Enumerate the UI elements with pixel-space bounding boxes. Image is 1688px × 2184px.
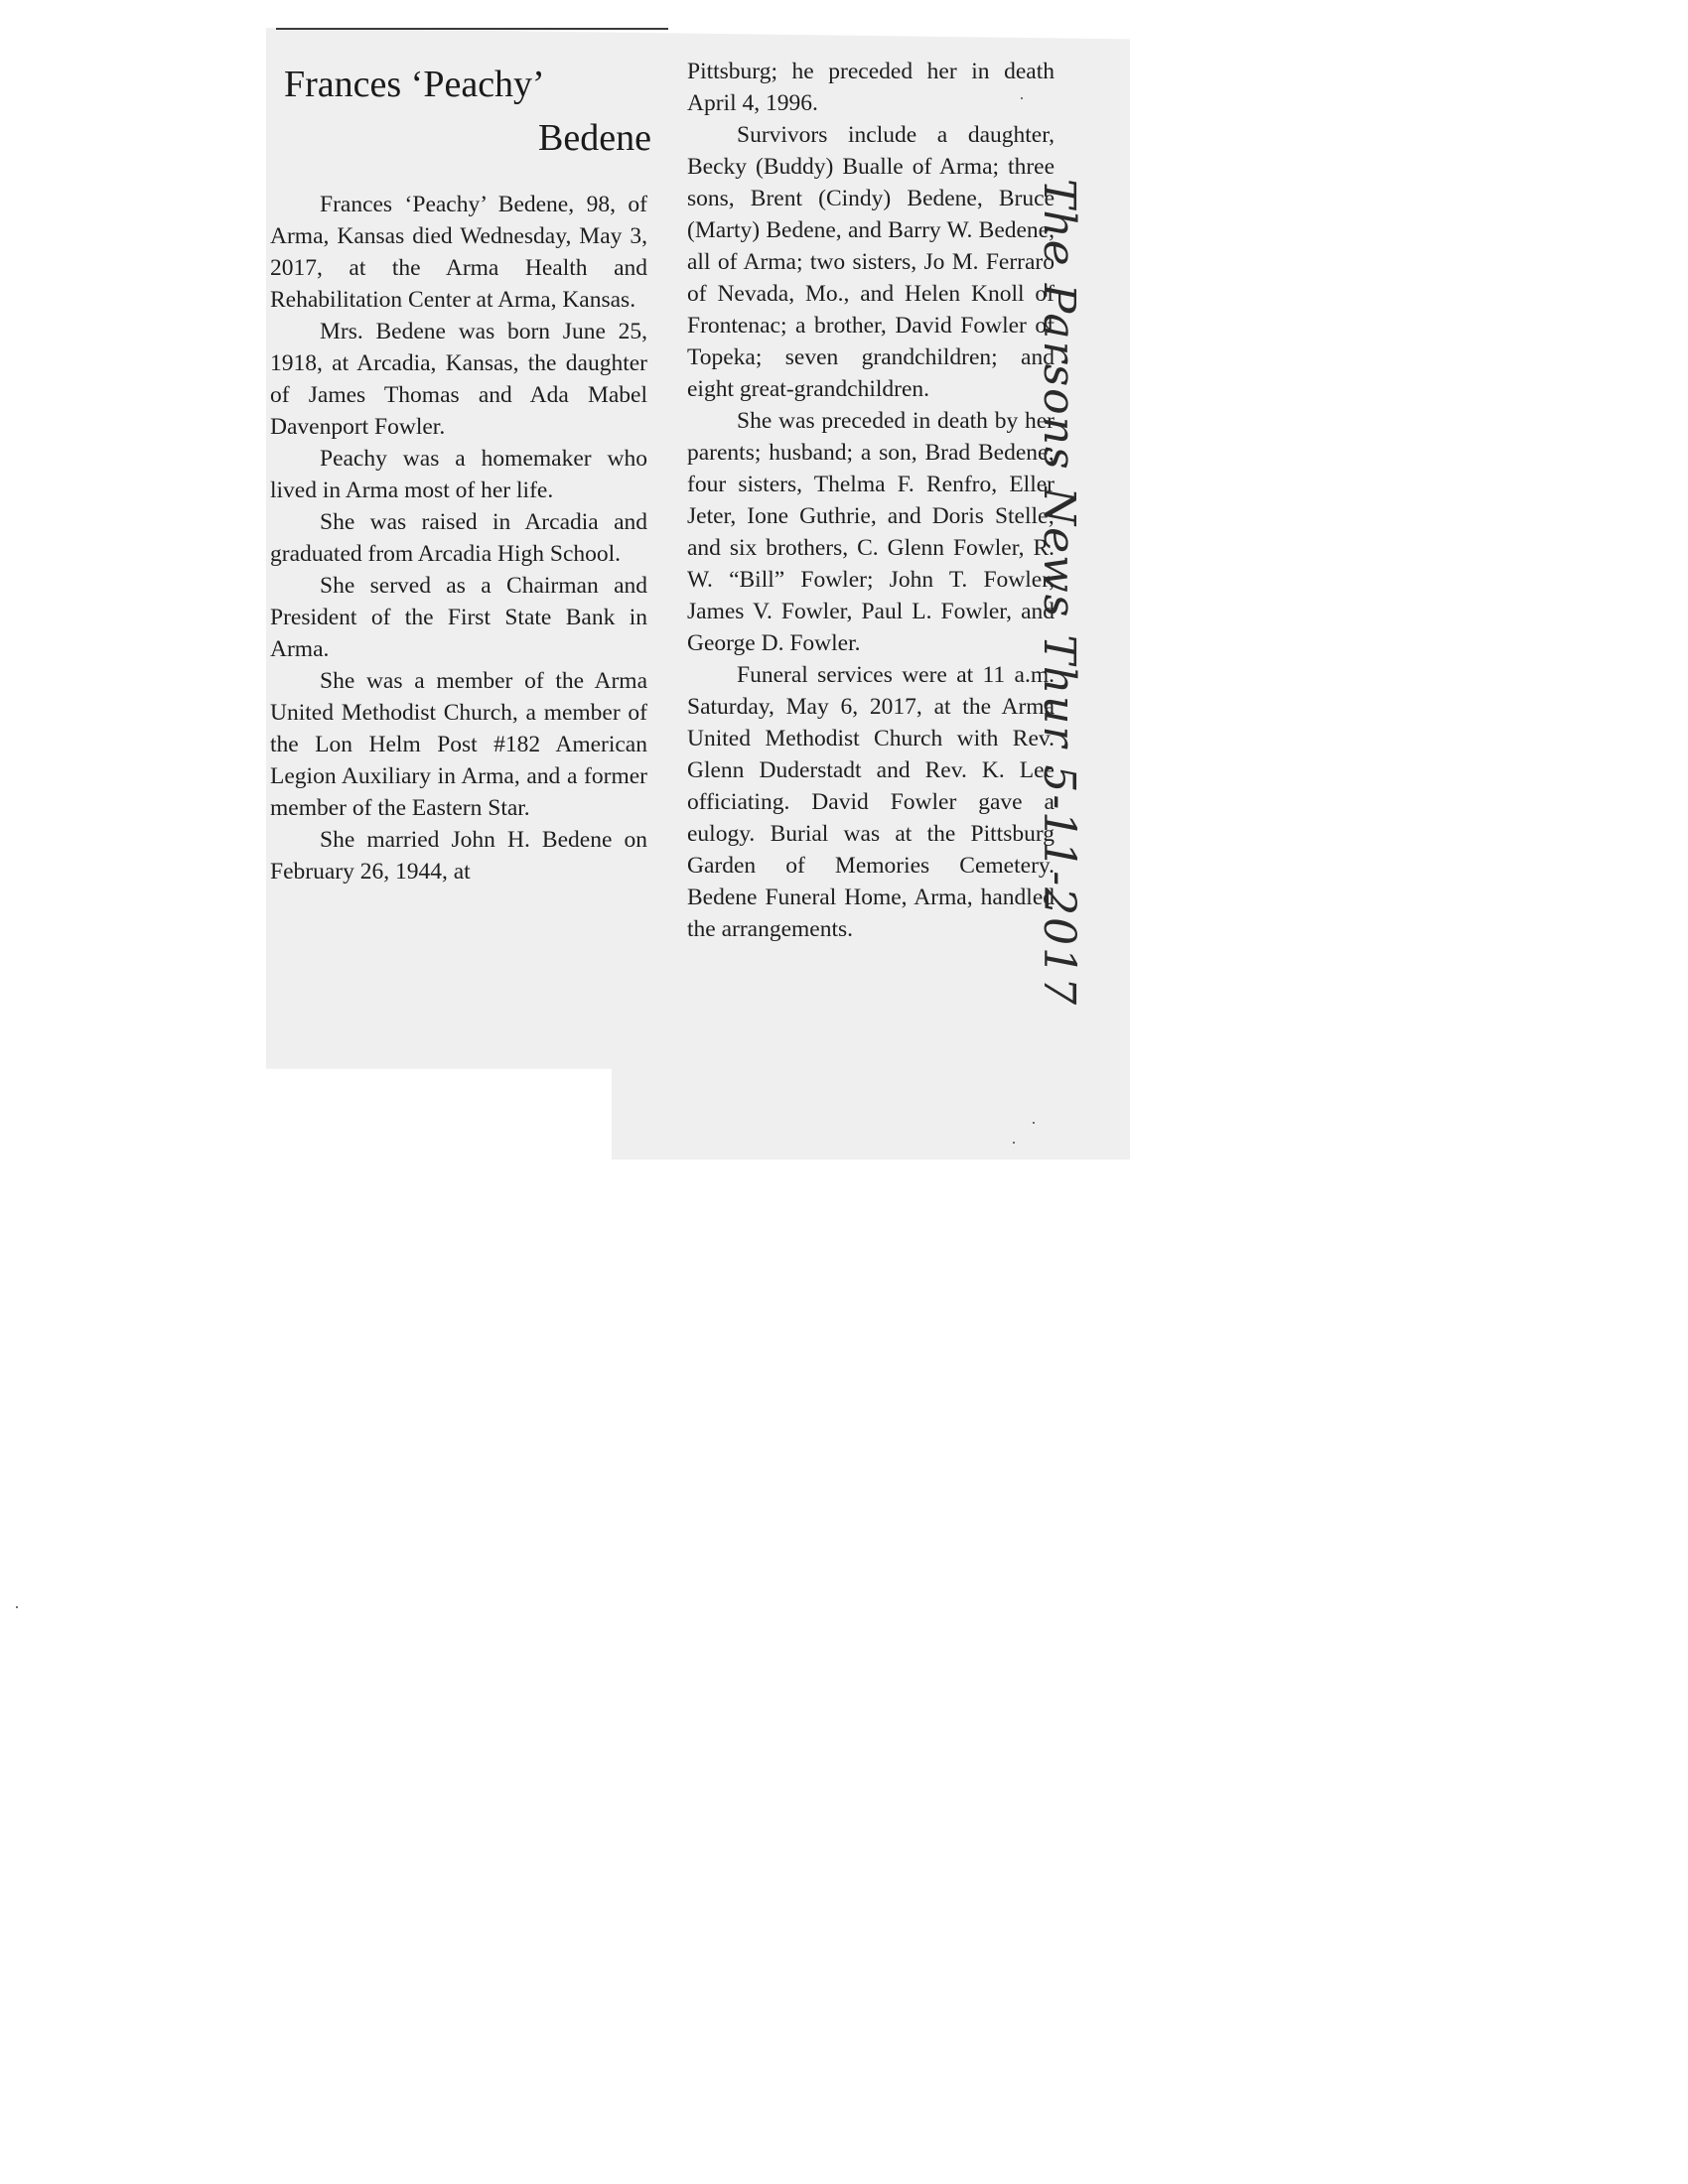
paragraph-homemaker: Peachy was a homemaker who lived in Arma most of her life. [270,446,647,503]
paragraph-death-notice: Frances ‘Peachy’ Bedene, 98, of Arma, Kansas died Wednesday, May 3, 2017, at the Arma Health and Rehabilitation Center at Arma, Kansas. [270,192,647,313]
scan-speck [1013,1142,1015,1144]
left-column [270,189,647,887]
scan-speck [16,1606,18,1608]
paragraph-funeral-services: Funeral services were at 11 a.m. Saturday, May 6, 2017, at the Arma United Methodist Church with Rev. Glenn Duderstadt and Rev. K. Lee officiating. David Fowler gave a eulogy. Burial was at the Pittsburg Garden of Memories Cemetery. Bedene Funeral Home, Arma, handled the arrangements. [687,662,1055,942]
headline-line-1: Frances ‘Peachy’ [284,64,545,105]
paragraph-bank: She served as a Chairman and President of the First State Bank in Arma. [270,573,647,662]
clipping-top-rule [276,28,668,30]
headline-line-2: Bedene [538,117,651,159]
scan-speck [1033,1122,1035,1124]
paragraph-marriage-continued: Pittsburg; he preceded her in death April 4, 1996. [687,59,1055,116]
scan-speck [1021,97,1023,99]
handwritten-source-note: The Parsons News Thur 5-11-2017 [1034,179,1084,1008]
obituary-headline [284,58,651,165]
paragraph-marriage: She married John H. Bedene on February 26, 1944, at [270,827,647,885]
paragraph-birth: Mrs. Bedene was born June 25, 1918, at Arcadia, Kansas, the daughter of James Thomas and Ada Mabel Davenport Fowler. [270,319,647,440]
paragraph-preceded-in-death: She was preceded in death by her parents; husband; a son, Brad Bedene; four sisters, Thelma F. Renfro, Eller Jeter, Ione Guthrie, and Doris Stelle; and six brothers, C. Glenn Fowler, R. W. “Bill” Fowler; John T. Fowler, James V. Fowler, Paul L. Fowler, and George D. Fowler. [687,408,1055,656]
right-column [687,56,1055,945]
paragraph-survivors: Survivors include a daughter, Becky (Buddy) Bualle of Arma; three sons, Brent (Cindy) Bedene, Bruce (Marty) Bedene, and Barry W. Bedene, all of Arma; two sisters, Jo M. Ferraro of Nevada, Mo., and Helen Knoll of Frontenac; a brother, David Fowler of Topeka; seven grandchildren; and eight great-grandchildren. [687,122,1055,402]
paragraph-education: She was raised in Arcadia and graduated from Arcadia High School. [270,509,647,567]
paragraph-memberships: She was a member of the Arma United Methodist Church, a member of the Lon Helm Post #182 American Legion Auxiliary in Arma, and a former member of the Eastern Star. [270,668,647,821]
